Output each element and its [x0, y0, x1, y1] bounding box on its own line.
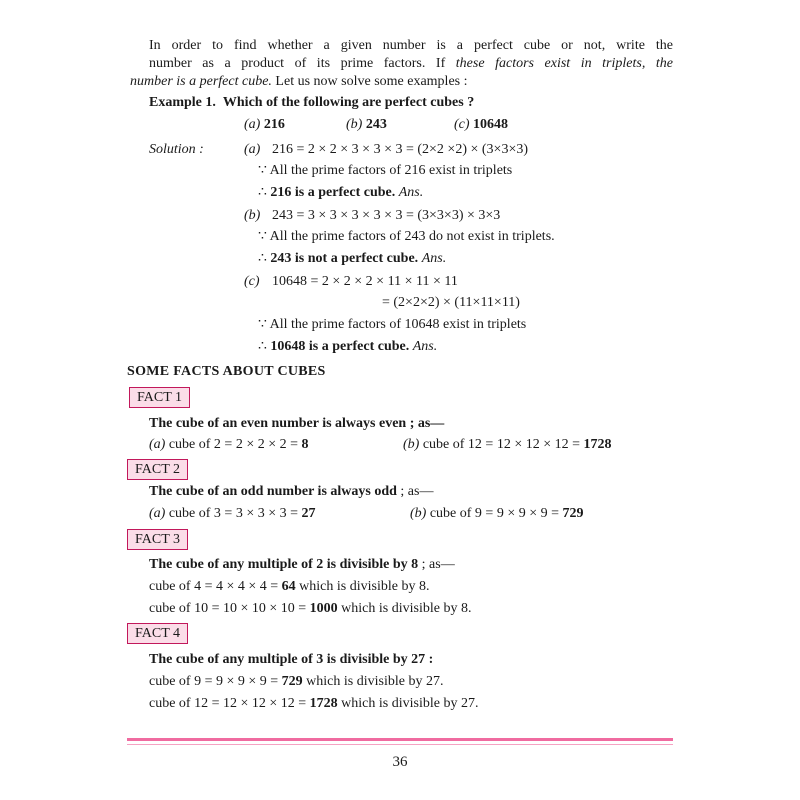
fact-4-line-1-pre: cube of 9 = 9 × 9 × 9 =	[149, 674, 282, 689]
fact-1-a-text: cube of 2 = 2 × 2 × 2 =	[165, 437, 302, 452]
fact-4-label: FACT 4	[127, 623, 188, 644]
fact-3-line-2-result: 1000	[309, 601, 338, 616]
example-option-b	[346, 116, 387, 134]
fact-1-b-tag: (b)	[403, 437, 420, 452]
fact-4-line-2-pre: cube of 12 = 12 × 12 × 12 =	[149, 696, 310, 711]
option-a-tag: (a)	[244, 117, 261, 132]
intro-line-1: In order to find whether a given number is a perfect cube or not, write the	[149, 38, 673, 53]
fact-4-line-2-result: 1728	[309, 696, 338, 711]
option-c-value: 10648	[473, 117, 509, 132]
fact-2-label: FACT 2	[127, 459, 188, 480]
solution-label: Solution :	[149, 142, 204, 157]
fact-3-statement-rest: ; as—	[418, 557, 455, 572]
intro-line-2-text: number as a product of its prime factors. If	[149, 56, 456, 71]
fact-2-statement-rest: ; as—	[396, 484, 434, 499]
fact-3-statement	[149, 556, 455, 574]
solution-b-conclusion	[258, 250, 446, 268]
option-a-value: 216	[263, 117, 285, 132]
solution-b-equation: 243 = 3 × 3 × 3 × 3 × 3 = (3×3×3) × 3×3	[272, 208, 501, 223]
answer-tag: Ans.	[421, 251, 447, 266]
fact-4-line-1-post: which is divisible by 27.	[302, 674, 444, 689]
fact-1-label: FACT 1	[129, 387, 190, 408]
solution-a-tag: (a)	[244, 142, 261, 157]
solution-c-result: 10648 is a perfect cube.	[270, 339, 410, 354]
fact-3-line-1-result: 64	[281, 579, 296, 594]
page-number: 36	[392, 754, 408, 770]
example-option-c	[454, 116, 508, 134]
fact-2-example-a	[149, 505, 316, 523]
example-heading	[149, 94, 474, 112]
intro-line-2-italic: these factors exist in triplets, the	[455, 56, 673, 71]
fact-4-statement: The cube of any multiple of 3 is divisible by 27 :	[149, 652, 434, 667]
answer-tag: Ans.	[398, 185, 424, 200]
therefore-symbol: ∴	[258, 339, 267, 354]
solution-c-equation-1: 10648 = 2 × 2 × 2 × 11 × 11 × 11	[272, 274, 458, 289]
fact-4-line-1-result: 729	[281, 674, 303, 689]
solution-b-reason: ∵ All the prime factors of 243 do not exist in triplets.	[258, 229, 555, 244]
example-label: Example 1.	[149, 95, 216, 110]
fact-3-line-2-pre: cube of 10 = 10 × 10 × 10 =	[149, 601, 310, 616]
solution-c-equation-2: = (2×2×2) × (11×11×11)	[382, 295, 520, 310]
solution-a-conclusion	[258, 184, 423, 202]
solution-c-reason: ∵ All the prime factors of 10648 exist in triplets	[258, 317, 527, 332]
fact-2-statement	[149, 483, 433, 501]
fact-2-statement-bold: The cube of an odd number is always odd	[149, 484, 397, 499]
footer-rule-thick	[127, 738, 673, 741]
fact-2-b-text: cube of 9 = 9 × 9 × 9 =	[426, 506, 563, 521]
fact-1-statement: The cube of an even number is always even ; as—	[149, 416, 445, 431]
option-c-tag: (c)	[454, 117, 470, 132]
fact-3-line-1-pre: cube of 4 = 4 × 4 × 4 =	[149, 579, 282, 594]
fact-3-line-2-post: which is divisible by 8.	[337, 601, 472, 616]
intro-line-2	[149, 55, 673, 73]
solution-c-conclusion	[258, 338, 437, 356]
example-option-a	[244, 116, 285, 134]
fact-3-example-1	[149, 578, 429, 596]
option-b-value: 243	[365, 117, 387, 132]
fact-3-statement-bold: The cube of any multiple of 2 is divisible by 8	[149, 557, 419, 572]
intro-line-3-italic: number is a perfect cube.	[130, 74, 272, 89]
fact-2-b-tag: (b)	[410, 506, 427, 521]
fact-1-example-a	[149, 436, 309, 454]
section-title: SOME FACTS ABOUT CUBES	[127, 364, 326, 379]
solution-a-result: 216 is a perfect cube.	[270, 185, 396, 200]
fact-2-a-result: 27	[301, 506, 316, 521]
solution-a-reason: ∵ All the prime factors of 216 exist in triplets	[258, 163, 513, 178]
fact-2-example-b	[410, 505, 584, 523]
solution-a-equation: 216 = 2 × 2 × 3 × 3 × 3 = (2×2 ×2) × (3×3×3)	[272, 142, 528, 157]
fact-4-example-2	[149, 695, 478, 713]
solution-c-tag: (c)	[244, 274, 260, 289]
option-b-tag: (b)	[346, 117, 363, 132]
fact-3-line-1-post: which is divisible by 8.	[295, 579, 430, 594]
fact-3-label: FACT 3	[127, 529, 188, 550]
fact-3-example-2	[149, 600, 471, 618]
footer-rule-thin	[127, 744, 673, 745]
intro-line-3-text: Let us now solve some examples :	[271, 74, 468, 89]
example-question: Which of the following are perfect cubes ?	[222, 95, 475, 110]
fact-2-a-text: cube of 3 = 3 × 3 × 3 =	[165, 506, 302, 521]
therefore-symbol: ∴	[258, 185, 267, 200]
fact-4-example-1	[149, 673, 443, 691]
intro-line-3	[130, 73, 468, 91]
fact-1-a-result: 8	[301, 437, 309, 452]
fact-1-a-tag: (a)	[149, 437, 166, 452]
solution-b-result: 243 is not a perfect cube.	[270, 251, 419, 266]
therefore-symbol: ∴	[258, 251, 267, 266]
fact-1-b-result: 1728	[583, 437, 612, 452]
fact-1-b-text: cube of 12 = 12 × 12 × 12 =	[419, 437, 584, 452]
fact-4-line-2-post: which is divisible by 27.	[337, 696, 479, 711]
fact-2-b-result: 729	[562, 506, 584, 521]
solution-b-tag: (b)	[244, 208, 261, 223]
fact-1-example-b	[403, 436, 612, 454]
answer-tag: Ans.	[412, 339, 438, 354]
fact-2-a-tag: (a)	[149, 506, 166, 521]
